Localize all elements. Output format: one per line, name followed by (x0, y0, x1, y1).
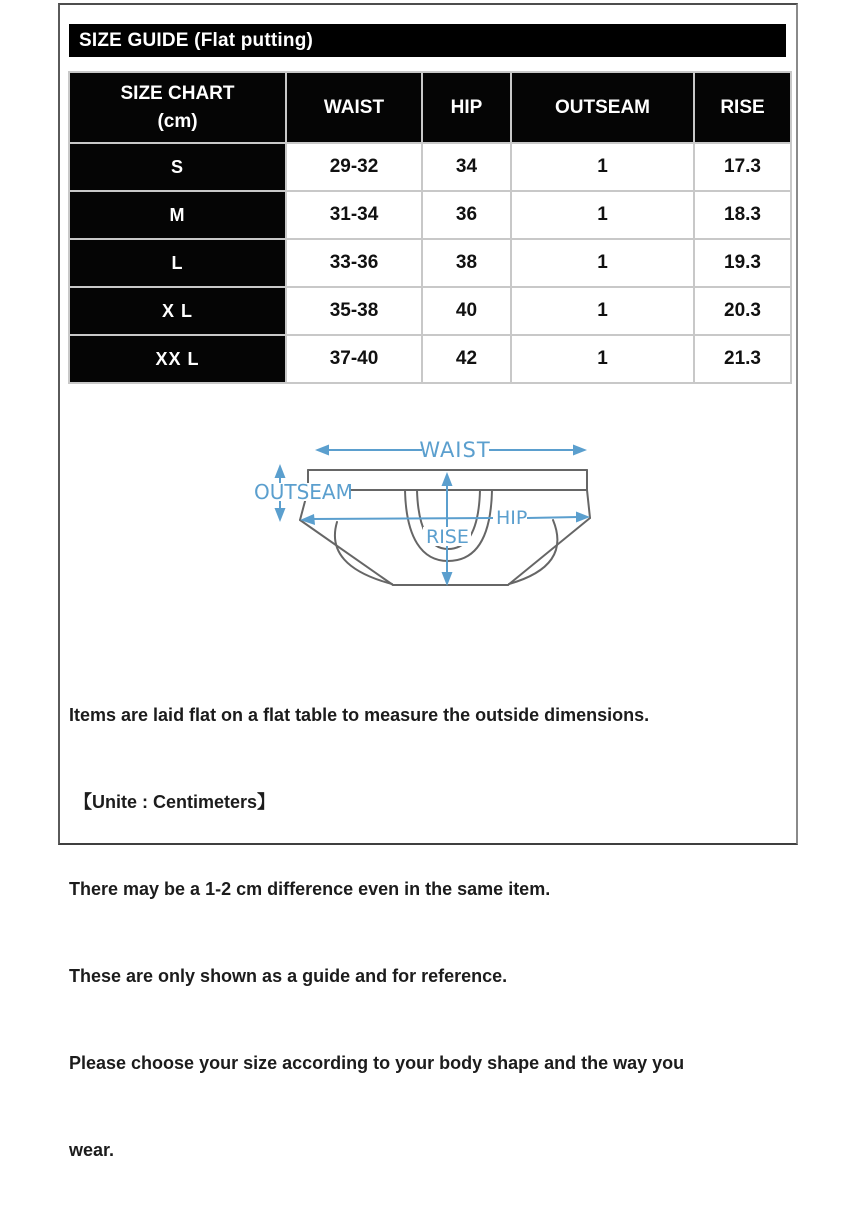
outseam-cell: 1 (511, 287, 694, 335)
table-row (69, 335, 791, 383)
hip-arrow (300, 512, 590, 526)
measurement-diagram (240, 418, 620, 623)
rise-cell: 17.3 (694, 143, 791, 191)
waist-cell: 31-34 (286, 191, 422, 239)
column-header-waist: WAIST (286, 72, 422, 143)
column-header-hip: HIP (422, 72, 511, 143)
size-chart-table (68, 71, 792, 384)
page-title: SIZE GUIDE (Flat putting) (79, 30, 314, 51)
measurement-notes (69, 643, 791, 1223)
table-row (69, 239, 791, 287)
rise-cell: 20.3 (694, 287, 791, 335)
rise-cell: 18.3 (694, 191, 791, 239)
note-line: Please choose your size according to your body shape and the way you (69, 1053, 685, 1073)
hip-cell: 38 (422, 239, 511, 287)
waist-label: WAIST (419, 438, 491, 462)
size-chart-header-line2: (cm) (157, 110, 198, 132)
size-guide-panel (58, 3, 798, 1160)
briefs-measurement-illustration (240, 418, 620, 623)
rise-cell: 19.3 (694, 239, 791, 287)
size-cell: L (69, 239, 286, 287)
rise-cell: 21.3 (694, 335, 791, 383)
waist-cell: 37-40 (286, 335, 422, 383)
waist-cell: 33-36 (286, 239, 422, 287)
size-chart-header-line1: SIZE CHART (120, 82, 235, 104)
size-guide-title-bar (69, 24, 786, 57)
hip-label: HIP (496, 507, 528, 529)
note-line: wear. (69, 1140, 115, 1160)
outseam-label: OUTSEAM (254, 480, 353, 504)
column-header-size-chart (69, 72, 286, 143)
size-cell: X L (69, 287, 286, 335)
size-cell: M (69, 191, 286, 239)
measurement-arrows (275, 445, 591, 587)
waist-cell: 35-38 (286, 287, 422, 335)
column-header-rise: RISE (694, 72, 791, 143)
size-cell: XX L (69, 335, 286, 383)
note-line: There may be a 1-2 cm difference even in the same item. (69, 879, 551, 899)
table-row (69, 143, 791, 191)
note-line: These are only shown as a guide and for reference. (69, 966, 508, 986)
waist-cell: 29-32 (286, 143, 422, 191)
rise-label: RISE (426, 526, 469, 548)
hip-cell: 36 (422, 191, 511, 239)
column-header-outseam: OUTSEAM (511, 72, 694, 143)
outseam-cell: 1 (511, 143, 694, 191)
table-row (69, 287, 791, 335)
size-cell: S (69, 143, 286, 191)
outseam-cell: 1 (511, 239, 694, 287)
table-row (69, 191, 791, 239)
outseam-cell: 1 (511, 335, 694, 383)
outseam-cell: 1 (511, 191, 694, 239)
hip-cell: 40 (422, 287, 511, 335)
note-line: 【Unite : Centimeters】 (69, 792, 276, 812)
note-line: Items are laid flat on a flat table to measure the outside dimensions. (69, 705, 650, 725)
hip-cell: 34 (422, 143, 511, 191)
table-header-row (69, 72, 791, 143)
hip-cell: 42 (422, 335, 511, 383)
